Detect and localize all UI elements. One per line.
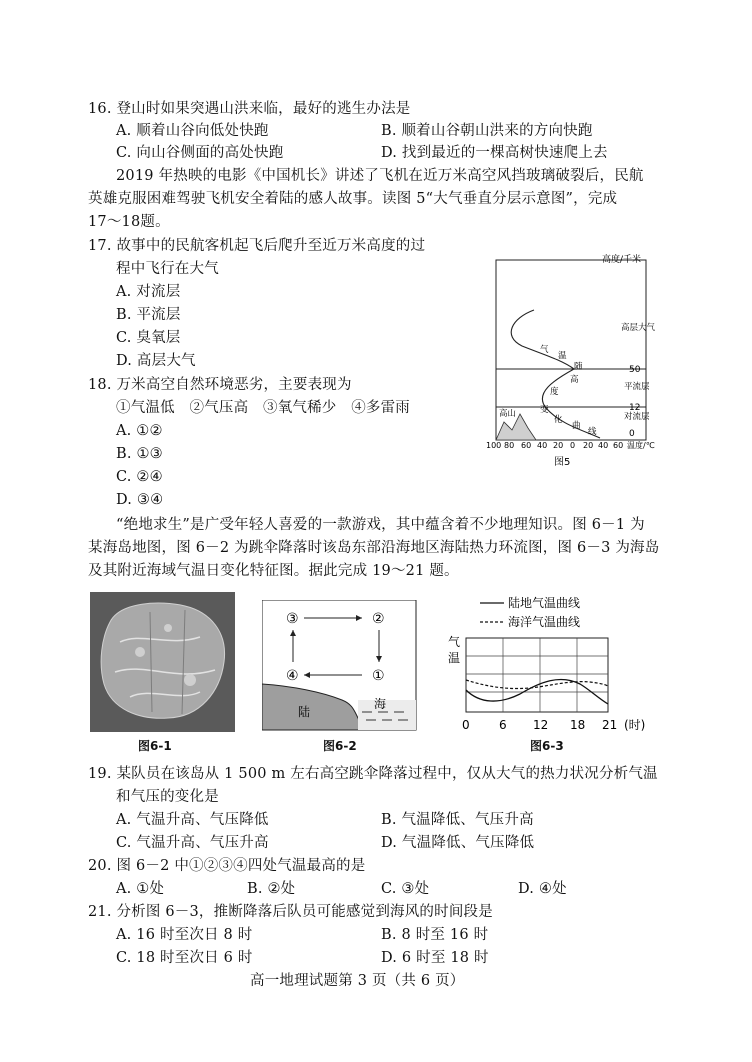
fig62-sea xyxy=(358,700,416,730)
fig5-xtick: 60 xyxy=(613,441,624,450)
fig5-xtick: 20 xyxy=(553,441,564,450)
q21-stem: 21. 分析图 6－3，推断降落后队员可能感觉到海风的时间段是 xyxy=(88,904,493,920)
fig5-ylabel: 高度/千米 xyxy=(602,255,642,265)
fig62-point-1: ① xyxy=(372,668,385,684)
q20-option-d: D. ④处 xyxy=(518,881,567,897)
fig63-xtick: 21 xyxy=(602,718,618,732)
q16-option-d: D. 找到最近的一棵高树快速爬上去 xyxy=(381,145,608,161)
fig5-xtick: 20 xyxy=(583,441,594,450)
fig5-layer-mid: 平流层 xyxy=(624,382,650,392)
fig5-xtick: 40 xyxy=(598,441,609,450)
fig61-town xyxy=(184,674,196,686)
q17-stem-line1: 17. 故事中的民航客机起飞后爬升至近万米高度的过 xyxy=(88,238,426,254)
figure-6-3-daily-temperature xyxy=(440,594,702,736)
q16-option-c: C. 向山谷侧面的高处快跑 xyxy=(116,145,284,161)
fig5-curve-char-3: 随 xyxy=(574,362,583,372)
q16-stem: 16. 登山时如果突遇山洪来临，最好的逃生办法是 xyxy=(88,101,411,117)
fig62-arrowhead xyxy=(304,672,310,678)
page-footer: 高一地理试题第 3 页（共 6 页） xyxy=(250,973,465,989)
q20-option-c: C. ③处 xyxy=(381,881,430,897)
q19-option-b: B. 气温降低、气压升高 xyxy=(381,812,534,828)
fig5-xtick: 100 xyxy=(486,441,502,450)
q17-option-b: B. 平流层 xyxy=(116,307,181,323)
q17-option-a: A. 对流层 xyxy=(116,284,181,300)
q20-option-a: A. ①处 xyxy=(116,881,165,897)
fig62-arrowhead xyxy=(290,630,296,636)
q19-option-c: C. 气温升高、气压升高 xyxy=(116,835,269,851)
fig63-xunit: (时) xyxy=(624,718,646,732)
fig5-curve-char-1: 气 xyxy=(540,345,549,355)
fig5-layer-top: 高层大气 xyxy=(621,323,656,333)
fig5-curve-char-6: 变 xyxy=(540,405,549,415)
q19-option-a: A. 气温升高、气压降低 xyxy=(116,812,269,828)
fig5-curve-char-2: 温 xyxy=(558,351,567,361)
fig5-curve-char-5: 度 xyxy=(550,387,559,397)
q17-stem-line2: 程中飞行在大气 xyxy=(116,261,219,277)
fig5-mountain-label: 高山 xyxy=(499,409,517,419)
q20-stem: 20. 图 6－2 中①②③④四处气温最高的是 xyxy=(88,858,366,874)
fig5-tick-50: 50 xyxy=(629,365,641,375)
fig62-point-2: ② xyxy=(372,611,385,627)
q21-option-b: B. 8 时至 16 时 xyxy=(381,927,489,943)
figure-5-atmosphere-layers xyxy=(482,248,662,470)
q20-option-b: B. ②处 xyxy=(247,881,296,897)
fig62-point-4: ④ xyxy=(286,668,299,684)
fig61-caption: 图6-1 xyxy=(138,739,172,753)
q18-stem: 18. 万米高空自然环境恶劣，主要表现为 xyxy=(88,377,352,393)
intro2-line2: 某海岛地图，图 6－2 为跳伞降落时该岛东部沿海地区海陆热力环流图，图 6－3 为海岛 xyxy=(88,540,660,556)
fig5-layer-low: 对流层 xyxy=(624,412,650,422)
fig62-point-3: ③ xyxy=(286,611,299,627)
fig5-xtick: 80 xyxy=(504,441,515,450)
q19-option-d: D. 气温降低、气压降低 xyxy=(381,835,535,851)
fig5-xlabel: 温度/℃ xyxy=(627,441,655,450)
fig5-tick-0: 0 xyxy=(629,429,635,439)
q18-option-d: D. ③④ xyxy=(116,492,164,508)
fig5-xtick: 0 xyxy=(570,441,576,450)
fig62-sea-label: 海 xyxy=(374,697,387,711)
q17-option-d: D. 高层大气 xyxy=(116,353,196,369)
fig61-town xyxy=(164,624,172,632)
q18-option-c: C. ②④ xyxy=(116,469,163,485)
fig63-ylabel-1: 气 xyxy=(448,635,461,649)
fig62-land-label: 陆 xyxy=(298,705,311,719)
intro2-line1: “绝地求生”是广受年轻人喜爱的一款游戏，其中蕴含着不少地理知识。图 6－1 为 xyxy=(116,517,645,533)
q19-stem-line1: 19. 某队员在该岛从 1 500 m 左右高空跳伞降落过程中，仅从大气的热力状况分析气温 xyxy=(88,766,658,782)
intro2-line3: 及其附近海域气温日变化特征图。据此完成 19～21 题。 xyxy=(88,563,459,579)
fig5-caption: 图5 xyxy=(554,457,571,468)
q21-option-a: A. 16 时至次日 8 时 xyxy=(116,927,253,943)
fig63-xtick: 18 xyxy=(570,718,586,732)
q21-option-d: D. 6 时至 18 时 xyxy=(381,950,489,966)
fig63-sea-curve xyxy=(466,680,608,689)
fig63-caption: 图6-3 xyxy=(530,739,564,753)
intro1-line3: 17～18题。 xyxy=(88,214,170,230)
fig63-legend-land: 陆地气温曲线 xyxy=(508,596,581,610)
fig5-curve-char-7: 化 xyxy=(554,415,563,425)
q21-option-c: C. 18 时至次日 6 时 xyxy=(116,950,253,966)
fig62-caption: 图6-2 xyxy=(323,739,357,753)
q18-items: ①气温低 ②气压高 ③氧气稀少 ④多雷雨 xyxy=(116,400,410,416)
fig61-island xyxy=(101,603,224,718)
fig63-xtick: 6 xyxy=(499,718,507,732)
fig5-tick-12: 12 xyxy=(629,403,641,413)
q17-option-c: C. 臭氧层 xyxy=(116,330,181,346)
fig5-xtick: 60 xyxy=(521,441,532,450)
fig61-town xyxy=(135,647,145,657)
fig5-curve-char-8: 曲 xyxy=(572,421,581,431)
q16-option-b: B. 顺着山谷朝山洪来的方向快跑 xyxy=(381,123,593,139)
intro1-line1: 2019 年热映的电影《中国机长》讲述了飞机在近万米高空风挡玻璃破裂后，民航 xyxy=(116,168,644,184)
q18-option-a: A. ①② xyxy=(116,423,163,439)
fig63-legend-sea: 海洋气温曲线 xyxy=(508,615,581,629)
q19-stem-line2: 和气压的变化是 xyxy=(116,789,219,805)
fig62-arrowhead xyxy=(356,615,362,621)
fig62-arrowhead xyxy=(376,656,382,662)
fig63-xtick: 12 xyxy=(533,718,549,732)
intro1-line2: 英雄克服困难驾驶飞机安全着陆的感人故事。读图 5“大气垂直分层示意图”，完成 xyxy=(88,191,618,207)
figure-6-2-sea-land-circulation xyxy=(262,600,417,732)
fig62-land xyxy=(262,684,362,730)
fig5-curve-char-9: 线 xyxy=(588,427,597,437)
q18-option-b: B. ①③ xyxy=(116,446,163,462)
fig63-xtick: 0 xyxy=(462,718,470,732)
q16-option-a: A. 顺着山谷向低处快跑 xyxy=(116,123,269,139)
fig5-xtick: 40 xyxy=(537,441,548,450)
figure-6-1-island-map xyxy=(90,592,235,732)
fig63-ylabel-2: 温 xyxy=(448,651,461,665)
fig5-curve-char-4: 高 xyxy=(570,375,579,385)
